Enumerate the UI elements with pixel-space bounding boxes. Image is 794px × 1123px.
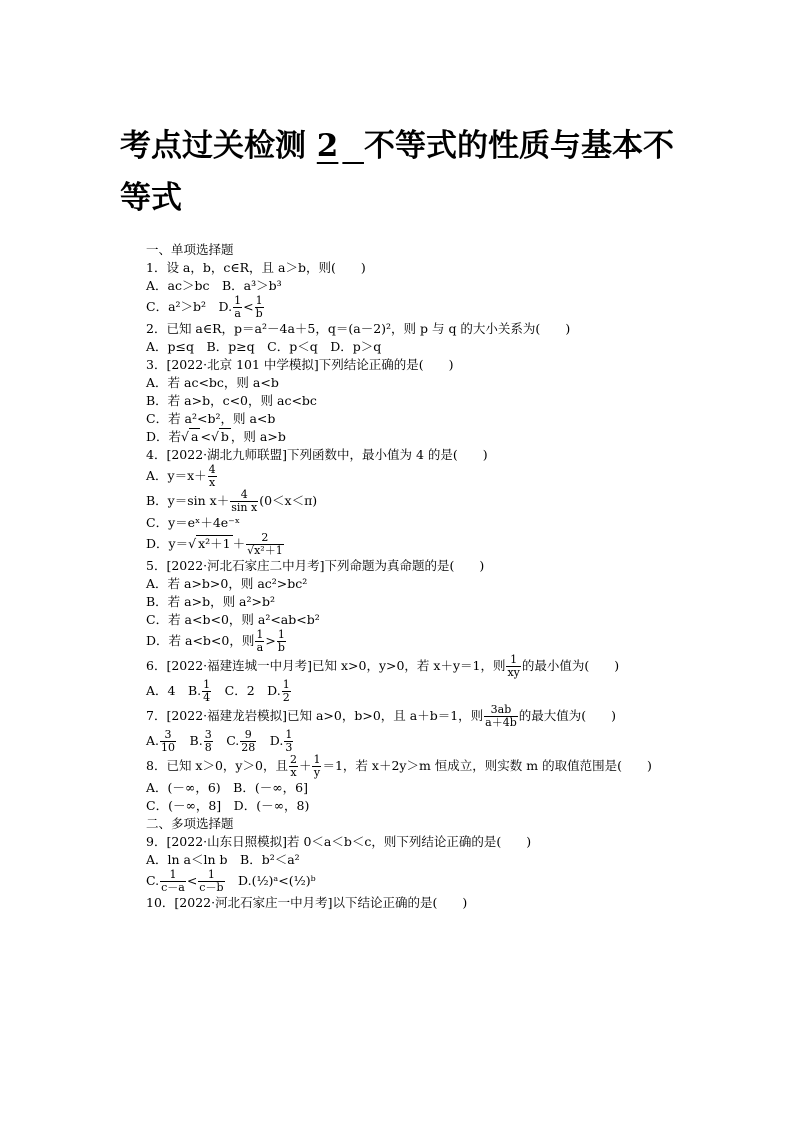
question-4-option-b: B．y＝sin x＋ $\frac{4}{\text{sin x}}$ (0＜x＜π) xyxy=(146,488,318,514)
question-1-options-cd: C．a²＞b² D. $\frac{1}{a}$ < $\frac{1}{b}$ xyxy=(146,294,263,320)
question-8-options-cd: C．(－∞，8] D．(－∞，8) xyxy=(146,798,310,813)
fraction: $\frac{3}{10}$ xyxy=(161,728,176,754)
question-3-option-c: C．若 a²<b²，则 a<b xyxy=(146,411,276,426)
title-part1: 考点过关检测 xyxy=(120,128,306,164)
question-3-option-a: A．若 ac<bc，则 a<b xyxy=(146,375,279,390)
question-2-options: A．p≤q B．p≥q C．p＜q D．p＞q xyxy=(146,339,382,354)
question-1: 1．设 a，b，c∈R，且 a＞b，则( ) xyxy=(146,260,366,275)
question-9-options-cd: C. $\frac{1}{c-a}$ < $\frac{1}{c-b}$ D.(½)ᵃ<(½)ᵇ xyxy=(146,868,316,894)
question-3-option-b: B．若 a>b，c<0，则 ac<bc xyxy=(146,393,317,408)
fraction: $\frac{1}{a}$ xyxy=(256,628,264,654)
question-5-option-b: B．若 a>b，则 a²>b² xyxy=(146,594,276,609)
fraction: $\frac{2}{\text{√x²＋1}}$ xyxy=(247,531,283,557)
question-4-option-a: A．y＝x＋ $\frac{4}{x}$ xyxy=(146,463,216,489)
question-3: 3．[2022·北京 101 中学模拟]下列结论正确的是( ) xyxy=(146,357,454,372)
question-9-options-ab: A．ln a＜ln b B．b²＜a² xyxy=(146,852,300,867)
question-9: 9．[2022·山东日照模拟]若 0＜a＜b＜c，则下列结论正确的是( ) xyxy=(146,834,532,849)
question-5: 5．[2022·河北石家庄二中月考]下列命题为真命题的是( ) xyxy=(146,558,485,573)
question-5-option-c: C．若 a<b<0，则 a²<ab<b² xyxy=(146,612,320,627)
question-6-options: A．4 B. $\frac{1}{4}$ C．2 D. $\frac{1}{2}$ xyxy=(146,678,290,704)
question-4: 4．[2022·湖北九师联盟]下列函数中，最小值为 4 的是( ) xyxy=(146,447,488,462)
fraction: $\frac{4}{x}$ xyxy=(208,463,216,489)
fraction: $\frac{1}{b}$ xyxy=(277,628,285,654)
section-heading-1: 一、单项选择题 xyxy=(146,242,234,257)
page-title xyxy=(120,120,690,224)
question-list xyxy=(146,241,706,912)
fraction: $\frac{1}{y}$ xyxy=(313,753,321,779)
question-4-option-c: C．y＝eˣ＋4e⁻ˣ xyxy=(146,515,241,530)
fraction: $\frac{1}{b}$ xyxy=(255,294,263,320)
question-5-option-d: D．若 a<b<0，则 $\frac{1}{a}$ > $\frac{1}{b}$ xyxy=(146,628,285,654)
fraction: $\frac{9}{28}$ xyxy=(241,728,256,754)
question-4-option-d: D．y＝√ x²＋1 ＋ $\frac{2}{\text{√x²＋1}}$ xyxy=(146,531,283,557)
question-2: 2．已知 a∈R，p＝a²－4a＋5，q＝(a－2)²，则 p 与 q 的大小关系为( ) xyxy=(146,321,571,336)
title-part2: 不等式的性质与基本不等式 xyxy=(120,128,674,216)
title-number: 2 xyxy=(316,128,339,164)
question-3-option-d: D．若√ a <√ b ，则 a>b xyxy=(146,429,286,444)
section-heading-2: 二、多项选择题 xyxy=(146,816,234,831)
fraction: $\frac{1}{3}$ xyxy=(285,728,293,754)
q1-c-text: C．a²＞b² D. xyxy=(146,299,233,314)
question-8-options-ab: A．(－∞，6) B．(－∞，6] xyxy=(146,780,308,795)
question-5-option-a: A．若 a>b>0，则 ac²>bc² xyxy=(146,576,308,591)
fraction: $\frac{1}{4}$ xyxy=(203,678,211,704)
question-6: 6．[2022·福建连城一中月考]已知 x>0，y>0，若 x＋y＝1，则 $\frac{1}{xy}$ 的最小值为( ) xyxy=(146,653,620,679)
fraction: $\frac{1}{2}$ xyxy=(282,678,290,704)
fraction: $\frac{1}{xy}$ xyxy=(507,653,520,679)
question-7: 7．[2022·福建龙岩模拟]已知 a>0，b>0，且 a＋b＝1，则 $\frac{3ab}{a+4b}$ 的最大值为( ) xyxy=(146,703,617,729)
question-7-options: A. $\frac{3}{10}$ B. $\frac{3}{8}$ C. $\frac{9}{28}$ D. $\frac{1}{3}$ xyxy=(146,728,293,754)
question-1-options-ab: A．ac＞bc B．a³＞b³ xyxy=(146,278,282,293)
fraction: $\frac{1}{c-a}$ xyxy=(161,868,185,894)
fraction: $\frac{3}{8}$ xyxy=(204,728,212,754)
fraction: $\frac{4}{\text{sin x}}$ xyxy=(231,488,258,514)
fraction: $\frac{1}{c-b}$ xyxy=(199,868,224,894)
fraction: $\frac{2}{x}$ xyxy=(289,753,297,779)
fraction: $\frac{3ab}{a+4b}$ xyxy=(485,703,517,729)
question-8: 8．已知 x＞0，y＞0，且 $\frac{2}{x}$ ＋ $\frac{1}{y}$ ＝1，若 x＋2y＞m 恒成立，则实数 m 的取值范围是( ) xyxy=(146,753,652,779)
question-10: 10．[2022·河北石家庄一中月考]以下结论正确的是( ) xyxy=(146,895,468,910)
fraction: $\frac{1}{a}$ xyxy=(234,294,242,320)
